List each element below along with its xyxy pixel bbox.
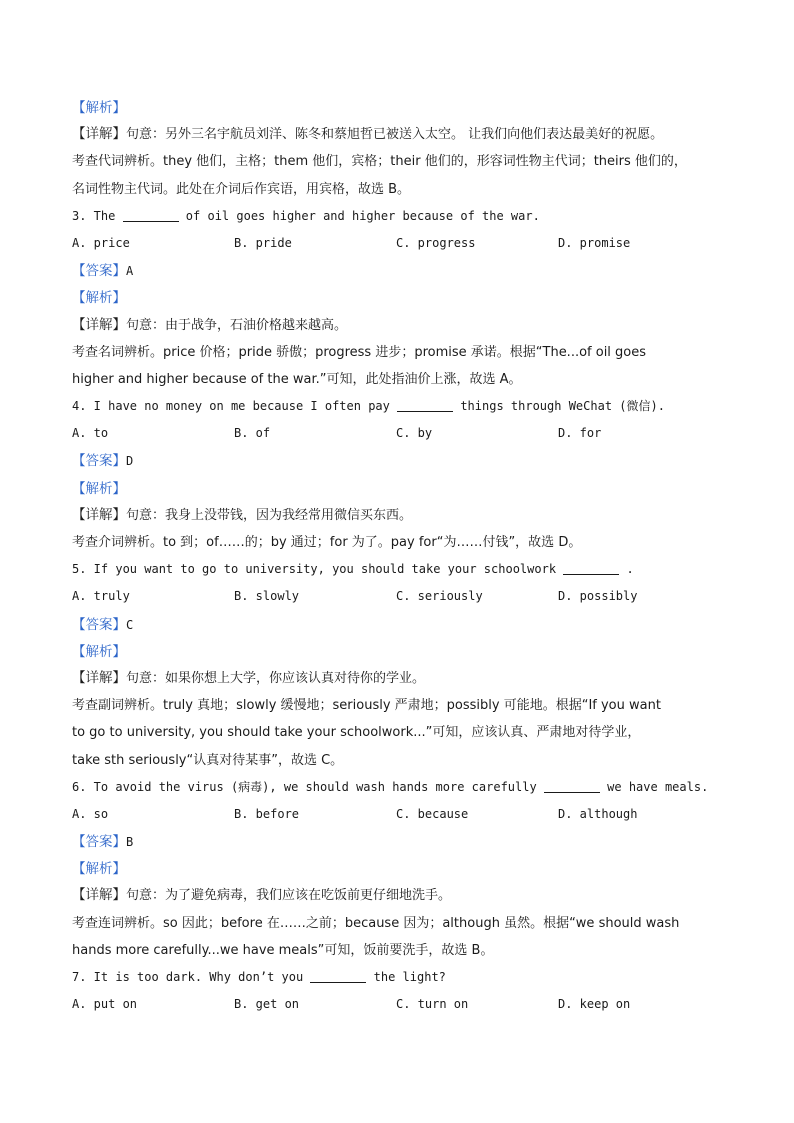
option-a: A. put on — [72, 997, 138, 1012]
question-line — [72, 964, 732, 991]
explanation-line: 考查名词辨析。price 价格；pride 骄傲；progress 进步；promise 承诺。根据“The...of oil goes — [72, 344, 647, 360]
question-line — [72, 203, 732, 230]
question-text-before: 6. To avoid the virus (病毒), we should wash hands more carefully — [72, 779, 544, 794]
answer-blank — [123, 207, 179, 222]
answer-value: C — [126, 617, 134, 632]
question-text-after: the light? — [366, 970, 446, 984]
explanation-line: 考查介词辨析。to 到；of……的；by 通过；for 为了。pay for“为……付钱”，故选 D。 — [72, 535, 582, 550]
option-b: B. of — [234, 426, 271, 441]
answer-tag: 【答案】 — [72, 453, 126, 470]
answer-line — [72, 611, 732, 638]
explanation-line: take sth seriously“认真对待某事”，故选 C。 — [72, 752, 344, 768]
option-d: D. for — [558, 426, 602, 441]
answer-line — [72, 828, 732, 855]
answer-line — [72, 447, 732, 474]
option-d: D. possibly — [558, 589, 638, 604]
options-row — [72, 583, 732, 610]
explanation-line: hands more carefully...we have meals”可知，饭前要洗手，故选 B。 — [72, 942, 494, 958]
option-d: D. promise — [558, 235, 631, 250]
answer-value: A — [126, 264, 134, 279]
option-d: D. keep on — [558, 997, 631, 1012]
answer-tag: 【答案】 — [72, 263, 126, 280]
exam-explanation-content — [72, 94, 732, 1018]
question-text-after: we have meals. — [599, 779, 709, 794]
analysis-tag: 【解析】 — [72, 643, 126, 660]
detail-tag: 【详解】 — [72, 506, 126, 523]
detail-tag: 【详解】 — [72, 669, 126, 686]
explanation-line: 考查连词辨析。so 因此；before 在……之前；because 因为；although 虽然。根据“we should wash — [72, 915, 680, 931]
detail-text: 句意：由于战争，石油价格越来越高。 — [126, 317, 348, 333]
option-a: A. truly — [72, 589, 130, 604]
option-c: C. progress — [396, 235, 476, 250]
answer-value: D — [126, 454, 134, 469]
option-c: C. by — [396, 426, 433, 441]
options-row — [72, 801, 732, 828]
answer-tag: 【答案】 — [72, 616, 126, 633]
detail-tag: 【详解】 — [72, 316, 126, 333]
detail-line — [72, 312, 732, 339]
option-d: D. although — [558, 806, 638, 821]
detail-line — [72, 121, 732, 148]
explanation-line: 考查代词辨析。they 他们，主格；them 他们，宾格；their 他们的，形容词性物主代词；theirs 他们的， — [72, 154, 687, 170]
option-b: B. before — [234, 806, 300, 821]
option-a: A. price — [72, 235, 130, 250]
explanation-line: to go to university, you should take your schoolwork...”可知，应该认真、严肃地对待学业， — [72, 725, 641, 741]
options-row — [72, 230, 732, 257]
option-a: A. so — [72, 806, 109, 821]
option-b: B. slowly — [234, 589, 300, 604]
option-c: C. seriously — [396, 589, 483, 604]
detail-tag: 【详解】 — [72, 887, 126, 904]
detail-text: 句意：我身上没带钱，因为我经常用微信买东西。 — [126, 507, 413, 523]
option-c: C. because — [396, 806, 469, 821]
explanation-line: 考查副词辨析。truly 真地；slowly 缓慢地；seriously 严肃地；possibly 可能地。根据“If you want — [72, 698, 661, 714]
detail-line — [72, 502, 732, 529]
answer-blank — [397, 397, 453, 412]
answer-blank — [563, 560, 619, 575]
detail-text: 句意：另外三名宇航员刘洋、陈冬和蔡旭哲已被送入太空。 让我们向他们表达最美好的祝愿。 — [126, 127, 664, 143]
question-text-after: of oil goes higher and higher because of the war. — [178, 208, 540, 223]
analysis-heading — [72, 94, 732, 121]
analysis-heading — [72, 855, 732, 882]
analysis-tag: 【解析】 — [72, 100, 126, 116]
question-text-after: things through WeChat (微信). — [453, 399, 665, 414]
answer-tag: 【答案】 — [72, 834, 126, 851]
analysis-tag: 【解析】 — [72, 290, 126, 307]
answer-blank — [544, 778, 600, 793]
analysis-tag: 【解析】 — [72, 480, 126, 497]
explanation-line: higher and higher because of the war.”可知，此处指油价上涨，故选 A。 — [72, 371, 522, 387]
options-row — [72, 991, 732, 1018]
question-text-after: . — [619, 562, 634, 577]
answer-line — [72, 257, 732, 284]
analysis-heading — [72, 638, 732, 665]
answer-blank — [310, 968, 366, 983]
analysis-heading — [72, 475, 732, 502]
option-c: C. turn on — [396, 997, 469, 1012]
question-line — [72, 556, 732, 583]
explanation-line: 名词性物主代词。此处在介词后作宾语，用宾格，故选 B。 — [72, 181, 411, 197]
option-b: B. pride — [234, 235, 292, 250]
question-text-before: 5. If you want to go to university, you should take your schoolwork — [72, 562, 564, 577]
question-line — [72, 774, 732, 801]
detail-text: 句意：如果你想上大学，你应该认真对待你的学业。 — [126, 670, 426, 686]
question-text-before: 7. It is too dark. Why don’t you — [72, 970, 311, 984]
detail-tag: 【详解】 — [72, 126, 126, 143]
analysis-tag: 【解析】 — [72, 861, 126, 878]
analysis-heading — [72, 284, 732, 311]
option-a: A. to — [72, 426, 109, 441]
option-b: B. get on — [234, 997, 300, 1012]
question-text-before: 3. The — [72, 208, 123, 223]
detail-text: 句意：为了避免病毒，我们应该在吃饭前更仔细地洗手。 — [126, 888, 452, 904]
answer-value: B — [126, 835, 134, 850]
question-line — [72, 393, 732, 420]
detail-line — [72, 882, 732, 909]
detail-line — [72, 665, 732, 692]
question-text-before: 4. I have no money on me because I often pay — [72, 399, 398, 414]
options-row — [72, 420, 732, 447]
